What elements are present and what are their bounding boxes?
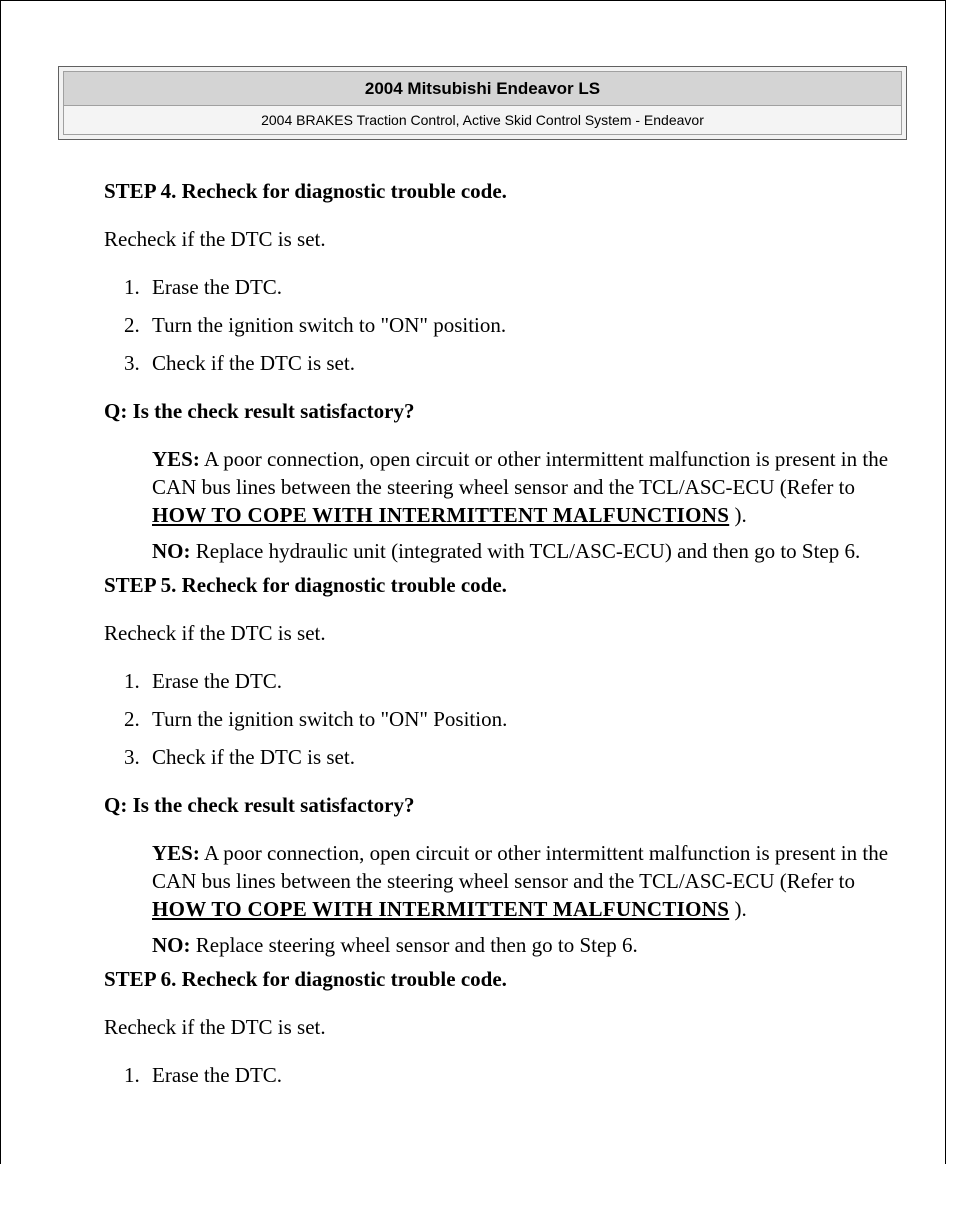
list-item-number: 1. <box>124 669 140 693</box>
step-5-no-answer <box>152 931 904 959</box>
no-text: Replace steering wheel sensor and then go to Step 6. <box>195 933 638 957</box>
list-item-text: Turn the ignition switch to "ON" position. <box>152 313 507 337</box>
step-6-intro: Recheck if the DTC is set. <box>104 1015 326 1039</box>
step-5-procedure-list <box>104 667 904 771</box>
list-item-number: 1. <box>124 275 140 299</box>
vehicle-title: 2004 Mitsubishi Endeavor LS <box>64 72 901 106</box>
list-item-text: Erase the DTC. <box>152 1063 283 1087</box>
step-5-question: Q: Is the check result satisfactory? <box>104 793 415 817</box>
document-header-inner <box>63 71 902 135</box>
list-item-number: 3. <box>124 351 140 375</box>
yes-text: A poor connection, open circuit or other intermittent malfunction is present in the CAN bus lines between the steering wheel sensor and the TCL/ASC-ECU (Refer to <box>152 447 889 499</box>
yes-tail: ). <box>734 897 747 921</box>
list-item-number: 2. <box>124 313 140 337</box>
list-item-text: Check if the DTC is set. <box>152 351 355 375</box>
list-item <box>104 273 904 301</box>
yes-text: A poor connection, open circuit or other intermittent malfunction is present in the CAN bus lines between the steering wheel sensor and the TCL/ASC-ECU (Refer to <box>152 841 889 893</box>
list-item-text: Erase the DTC. <box>152 669 283 693</box>
list-item <box>104 667 904 695</box>
step-6-procedure-list <box>104 1061 904 1089</box>
step-4-yes-answer <box>152 445 904 529</box>
list-item-number: 3. <box>124 745 140 769</box>
intermittent-malfunctions-link[interactable]: HOW TO COPE WITH INTERMITTENT MALFUNCTIONS <box>152 897 730 921</box>
list-item <box>104 349 904 377</box>
yes-label: YES: <box>152 841 200 865</box>
page-frame-right <box>945 0 946 1164</box>
intermittent-malfunctions-link[interactable]: HOW TO COPE WITH INTERMITTENT MALFUNCTIONS <box>152 503 730 527</box>
list-item <box>104 705 904 733</box>
no-label: NO: <box>152 539 191 563</box>
step-5-yes-answer <box>152 839 904 923</box>
yes-tail: ). <box>734 503 747 527</box>
no-text: Replace hydraulic unit (integrated with TCL/ASC-ECU) and then go to Step 6. <box>195 539 861 563</box>
step-4-procedure-list <box>104 273 904 377</box>
list-item <box>104 1061 904 1089</box>
list-item <box>104 743 904 771</box>
step-4-intro: Recheck if the DTC is set. <box>104 227 326 251</box>
list-item-text: Turn the ignition switch to "ON" Position. <box>152 707 508 731</box>
step-4-question: Q: Is the check result satisfactory? <box>104 399 415 423</box>
page-frame-left <box>0 0 1 1164</box>
step-4-heading: STEP 4. Recheck for diagnostic trouble code. <box>104 179 507 203</box>
list-item-number: 1. <box>124 1063 140 1087</box>
yes-label: YES: <box>152 447 200 471</box>
list-item <box>104 311 904 339</box>
list-item-number: 2. <box>124 707 140 731</box>
step-4-no-answer <box>152 537 904 565</box>
section-subtitle: 2004 BRAKES Traction Control, Active Skid Control System - Endeavor <box>64 106 901 134</box>
no-label: NO: <box>152 933 191 957</box>
step-6-heading: STEP 6. Recheck for diagnostic trouble code. <box>104 967 507 991</box>
step-5-heading: STEP 5. Recheck for diagnostic trouble code. <box>104 573 507 597</box>
document-body <box>104 177 904 1109</box>
document-header <box>58 66 907 140</box>
list-item-text: Erase the DTC. <box>152 275 283 299</box>
list-item-text: Check if the DTC is set. <box>152 745 355 769</box>
page-frame-top <box>0 0 946 1</box>
step-5-intro: Recheck if the DTC is set. <box>104 621 326 645</box>
